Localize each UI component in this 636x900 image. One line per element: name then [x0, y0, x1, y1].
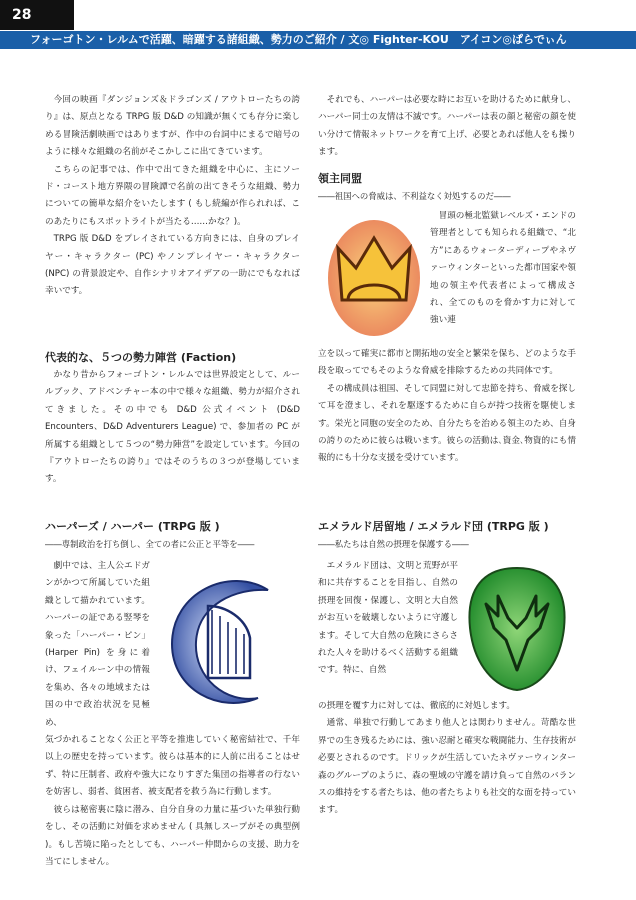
emerald-paragraph-1a: エメラルド団は、文明と荒野が平和に共存することを目指し、自然の摂理を回復・保護し、文明と大自然がお互いを破壊しないように守護します。そして大自然の危険にさらされた人々を助けるべく活動する組織です。特に、自然	[318, 561, 458, 676]
emerald-block	[318, 518, 576, 820]
emerald-subtitle: ――私たちは自然の摂理を保護する――	[318, 539, 469, 549]
harpers-continued-paragraph: それでも、ハーパーは必要な時にお互いを助けるために献身し、ハーパー同士の友情は不滅です。ハーパーは表の顔と秘密の顔を使い分けて情報ネットワークを育て上げ、必要とあれば他人をも操ります。	[318, 95, 576, 158]
lords-heading: 領主同盟	[318, 172, 362, 185]
lords-block	[318, 170, 576, 468]
lords-icon-frame	[318, 208, 430, 346]
intro-paragraph-1: 今回の映画『ダンジョンズ＆ドラゴンズ / アウトローたちの誇り』は、原点となる TRPG 版 D&D の知識が無くても存分に楽しめる冒険活劇映画ではありますが、作中の台詞中にまるで暗号のように様々な組織の名前がそこかしこに出てきています。	[45, 95, 300, 158]
lords-paragraph-1a: 冒頭の極北監獄レベルズ・エンドの管理者としても知られる組織で、“北方”にあるウォーターディープやネヴァーウィンターといった都市国家や領地の領主や代表者によって構成され、全てのものを脅かす力に対して強い連	[430, 211, 576, 326]
intro-block	[45, 92, 300, 301]
crown-icon	[318, 208, 430, 346]
lords-paragraph-1b: 立を以って確実に都市と開拓地の安全と繁栄を保ち、どのような手段を取ってでもそのような脅威を排除するための共同体です。	[318, 349, 576, 377]
factions-block	[45, 349, 300, 489]
harpers-icon-frame	[150, 558, 300, 718]
harpers-block	[45, 518, 300, 871]
emerald-paragraph-1b: の摂理を覆す力に対しては、徹底的に対処します。	[318, 701, 515, 711]
stag-head-icon	[458, 558, 576, 698]
page-number: 28	[0, 0, 74, 30]
harpers-paragraph-1b: 気づかれることなく公正と平等を推進していく秘密結社で、千年以上の歴史を持っています。彼らは基本的に人前に出ることはせず、特に圧制者、政府や強大になりすぎた集団の指導者の行ないを妨害し、弱者、貧困者、被支配者を救う為に行動します。	[45, 735, 300, 798]
emerald-icon-frame	[458, 558, 576, 698]
harpers-heading: ハーパーズ / ハーパー (TRPG 版 )	[45, 520, 220, 533]
emerald-heading: エメラルド居留地 / エメラルド団 (TRPG 版 )	[318, 520, 549, 533]
harpers-paragraph-1a: 劇中では、主人公エドガンがかつて所属していた組織として描かれています。ハーパーの証である竪琴を象った「ハーパー・ピン」(Harper Pin) を身に着け、フェイルーン中の情報を集め、各々の地域または国の中で政治状況を見極め、	[45, 561, 150, 728]
factions-heading: 代表的な、５つの勢力陣営 (Faction)	[45, 351, 237, 364]
emerald-paragraph-2: 通常、単独で行動してあまり他人とは関わりません。苛酷な世界での生き残るためには、強い忍耐と確実な戦闘能力、生存技術が必要とされるのです。ドリックが生活していたネヴァーウィンター森のグループのように、森の聖域の守護を請け負って自然のバランスの維持をする者たちは、他の者たちよりも社交的な面を持っています。	[318, 718, 576, 816]
harpers-subtitle: ――専制政治を打ち倒し、全ての者に公正と平等を――	[45, 539, 255, 549]
harp-moon-icon	[150, 558, 300, 718]
lords-subtitle: ――祖国への脅威は、不利益なく対処するのだ――	[318, 191, 511, 201]
lords-paragraph-2: その構成員は祖国、そして同盟に対して忠節を持ち、脅威を探して耳を澄まし、それを駆逐するために自らが持つ技術を駆使します。栄光と同胞の安全のため、自分たちを治める領主のため、自身の誇りのために彼らは戦います。彼らの活動は､資金､物資的にも情報的にも十分な支援を受けています。	[318, 383, 576, 464]
intro-paragraph-2: こちらの記事では、作中で出てきた組織を中心に、主にソード・コースト地方界隈の冒険譚で名前の出てきそうな組織、勢力についての簡単な紹介をいたします ( もし続編が作られれば、このあたりにもスポットライトが当たる……かな？)。	[45, 164, 300, 227]
harpers-paragraph-2: 彼らは秘密裏に陰に潜み、自分自身の力量に基づいた単独行動をし、その活動に対価を求めません ( 具無しスープがその典型例 )。もし苦境に陥ったとしても、ハーパー仲間からの支援、助力を当てにしません。	[45, 804, 300, 867]
section-header: フォーゴトン・レルムで活躍、暗躍する諸組織、勢力のご紹介 / 文◎ Fighter-KOU アイコン◎ぱらでぃん	[0, 31, 636, 49]
factions-paragraph: かなり昔からフォーゴトン・レルムでは世界設定として、ルールブック、アドベンチャー本の中で様々な組織、勢力が紹介されてきました。その中でも D&D 公式イベント (D&D Encounters、D&D Adventurers League) で、参加者の PC が所属する組織として５つの“勢力陣営”を設定しています。今回の『アウトローたちの誇り』ではそのうちの３つが登場しています。	[45, 370, 300, 485]
intro-paragraph-3: TRPG 版 D&D をプレイされている方向きには、自身のプレイヤー・キャラクター (PC) やノンプレイヤー・キャラクター (NPC) の背景設定や、自作シナリオアイデアの一助にでもなれば幸いです。	[45, 234, 300, 297]
col2-top-block	[318, 92, 576, 162]
